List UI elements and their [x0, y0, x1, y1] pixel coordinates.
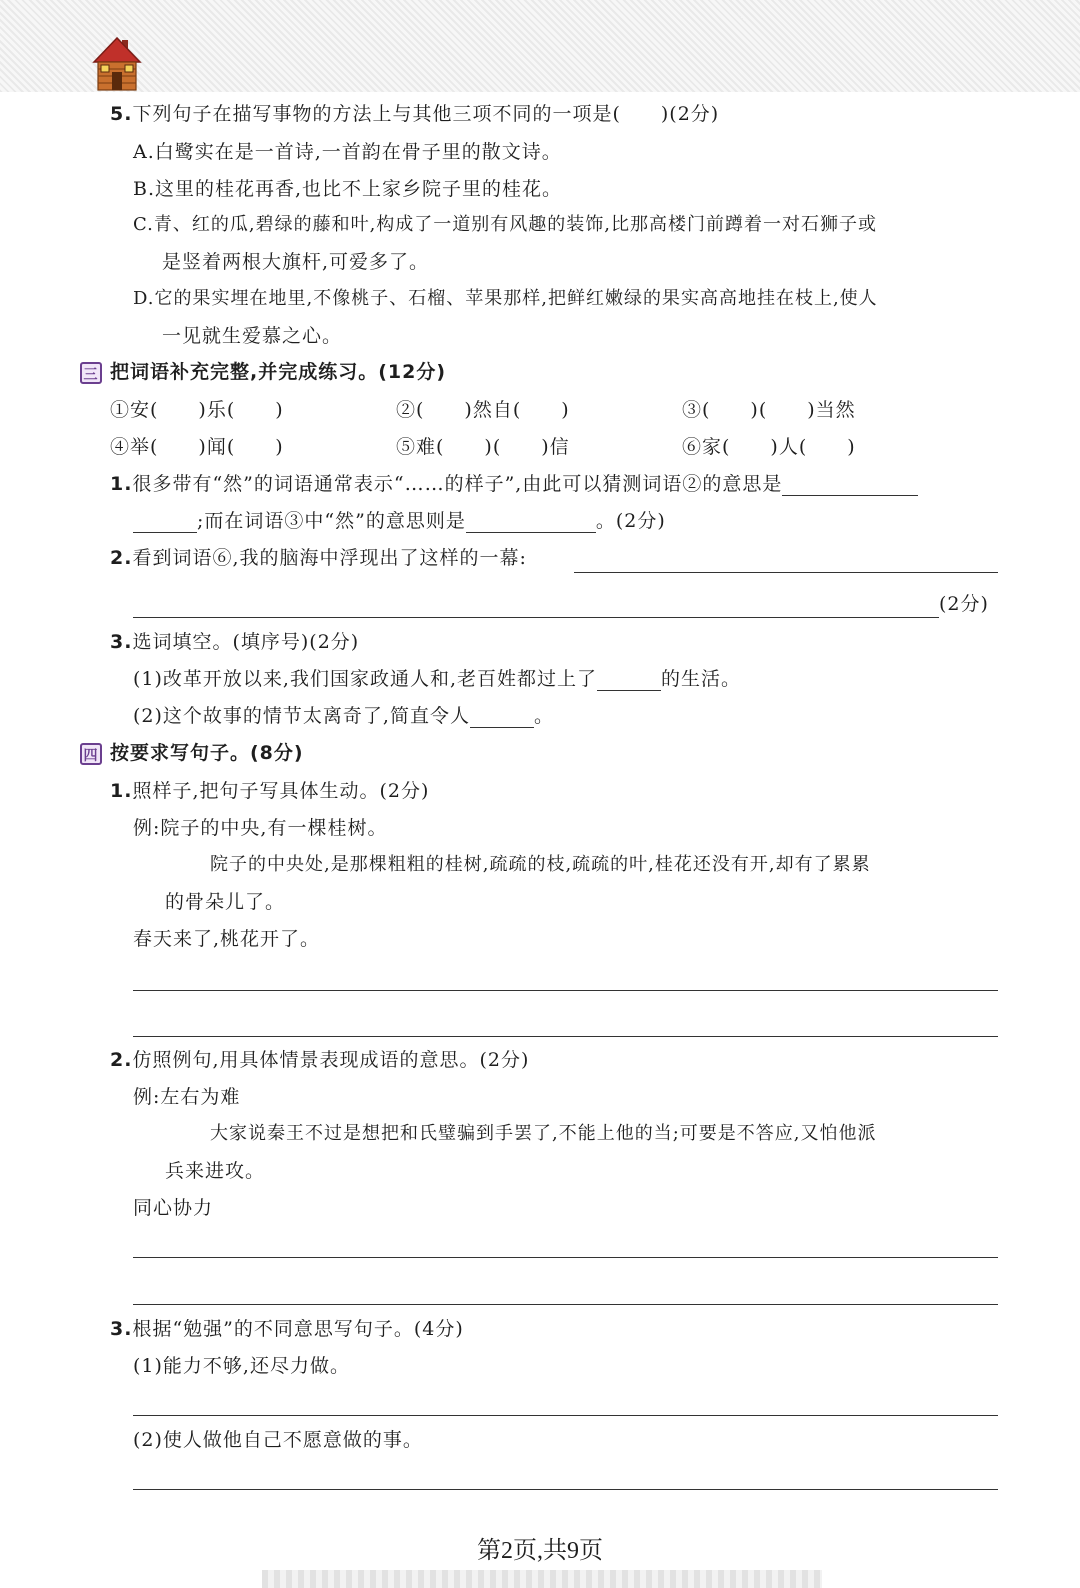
- s4-q1-example-line1: 院子的中央处,是那棵粗粗的桂树,疏疏的枝,疏疏的叶,桂花还没有开,却有了累累: [210, 854, 871, 875]
- q5-stem: [110, 102, 719, 126]
- word-1: ①安( )乐( ): [110, 399, 284, 421]
- s3-q1-text-c: 。(2分): [595, 510, 666, 532]
- page-footer: 第2页,共9页: [477, 1538, 603, 1564]
- s3-q1-number: 1.: [110, 473, 133, 495]
- q5-option-b: B.这里的桂花再香,也比不上家乡院子里的桂花。: [133, 178, 563, 200]
- s3-q1-blank-1-cont[interactable]: [133, 512, 197, 533]
- s4-q3-text: 根据“勉强”的不同意思写句子。(4分): [132, 1318, 464, 1340]
- s4-q1-text: 照样子,把句子写具体生动。(2分): [132, 780, 430, 802]
- s3-q1-blank-1[interactable]: [782, 475, 918, 496]
- s4-q2-example-label: 例:左右为难: [133, 1086, 241, 1108]
- s3-q1-line1: [110, 472, 918, 496]
- section-3-heading: [80, 360, 446, 384]
- s4-q3-sense-1: (1)能力不够,还尽力做。: [133, 1355, 350, 1377]
- s4-q1-answer-line-1[interactable]: [133, 990, 998, 991]
- section-4-heading: [80, 741, 304, 765]
- s3-q3-s2-text-b: 。: [533, 705, 554, 727]
- s3-q1-text-a: 很多带有“然”的词语通常表示“……的样子”,由此可以猜测词语②的意思是: [132, 473, 783, 495]
- q5-option-d-line2: 一见就生爱慕之心。: [162, 325, 343, 347]
- footer-band: [262, 1570, 822, 1588]
- q5-option-a: A.白鹭实在是一首诗,一首韵在骨子里的散文诗。: [133, 141, 562, 163]
- s4-q1-task: 春天来了,桃花开了。: [133, 928, 321, 950]
- s3-q3-s1-text-b: 的生活。: [661, 668, 742, 690]
- word-4: ④举( )闻( ): [110, 436, 284, 458]
- section-3-badge: 三: [80, 362, 102, 384]
- s3-q2-score: (2分): [939, 593, 989, 615]
- q5-option-c-line2: 是竖着两根大旗杆,可爱多了。: [162, 251, 430, 273]
- s3-q2-text: 看到词语⑥,我的脑海中浮现出了这样的一幕:: [132, 547, 527, 569]
- s4-q1: [110, 779, 429, 803]
- s4-q3: [110, 1317, 464, 1341]
- s3-q3-number: 3.: [110, 631, 133, 653]
- s3-q3-sentence-1: [133, 667, 741, 691]
- q5-number: 5.: [110, 103, 133, 125]
- s3-q2-answer-line-2[interactable]: [133, 617, 939, 618]
- section-4-title: 按要求写句子。(8分): [110, 742, 304, 764]
- s3-q2-answer-line-1[interactable]: [574, 572, 998, 573]
- s4-q2-number: 2.: [110, 1049, 133, 1071]
- s4-q2-example-line2: 兵来进攻。: [165, 1160, 266, 1182]
- s3-q2-number: 2.: [110, 547, 133, 569]
- s4-q2: [110, 1048, 529, 1072]
- s3-q3-s2-blank[interactable]: [470, 707, 534, 728]
- word-3: ③( )( )当然: [682, 399, 856, 421]
- house-icon: [92, 34, 142, 92]
- s4-q2-answer-line-2[interactable]: [133, 1304, 998, 1305]
- s4-q1-number: 1.: [110, 780, 133, 802]
- word-5: ⑤难( )( )信: [396, 436, 570, 458]
- s3-q3-text: 选词填空。(填序号)(2分): [132, 631, 360, 653]
- s3-q3-s1-text-a: (1)改革开放以来,我们国家政通人和,老百姓都过上了: [133, 668, 597, 690]
- header-band: [0, 0, 1080, 92]
- q5-option-c-line1: C.青、红的瓜,碧绿的藤和叶,构成了一道别有风趣的装饰,比那高楼门前蹲着一对石狮子或: [133, 214, 878, 235]
- s3-q3: [110, 630, 359, 654]
- s4-q2-example-line1: 大家说秦王不过是想把和氏璧骗到手罢了,不能上他的当;可要是不答应,又怕他派: [210, 1123, 877, 1144]
- q5-stem-text: 下列句子在描写事物的方法上与其他三项不同的一项是( )(2分): [132, 103, 720, 125]
- q5-option-d-line1: D.它的果实埋在地里,不像桃子、石榴、苹果那样,把鲜红嫩绿的果实高高地挂在枝上,使人: [133, 288, 878, 309]
- word-2: ②( )然自( ): [396, 399, 570, 421]
- s3-q3-sentence-2: [133, 704, 554, 728]
- s3-q2: [110, 546, 527, 570]
- s3-q3-s2-text-a: (2)这个故事的情节太离奇了,简直令人: [133, 705, 470, 727]
- word-6: ⑥家( )人( ): [682, 436, 856, 458]
- s4-q2-text: 仿照例句,用具体情景表现成语的意思。(2分): [132, 1049, 530, 1071]
- s4-q1-answer-line-2[interactable]: [133, 1036, 998, 1037]
- s3-q3-s1-blank[interactable]: [597, 670, 661, 691]
- s4-q2-task: 同心协力: [133, 1197, 214, 1219]
- s4-q1-example-label: 例:院子的中央,有一棵桂树。: [133, 817, 388, 839]
- s4-q2-answer-line-1[interactable]: [133, 1257, 998, 1258]
- section-4-badge: 四: [80, 743, 102, 765]
- s4-q1-example-line2: 的骨朵儿了。: [165, 891, 286, 913]
- s3-q1-line2: [133, 509, 666, 533]
- section-3-title: 把词语补充完整,并完成练习。(12分): [110, 361, 447, 383]
- s4-q3-answer-line-2[interactable]: [133, 1489, 998, 1490]
- s4-q3-answer-line-1[interactable]: [133, 1415, 998, 1416]
- s3-q1-text-b: ;而在词语③中“然”的意思则是: [197, 510, 466, 532]
- s4-q3-number: 3.: [110, 1318, 133, 1340]
- s3-q1-blank-2[interactable]: [466, 512, 596, 533]
- s4-q3-sense-2: (2)使人做他自己不愿意做的事。: [133, 1429, 423, 1451]
